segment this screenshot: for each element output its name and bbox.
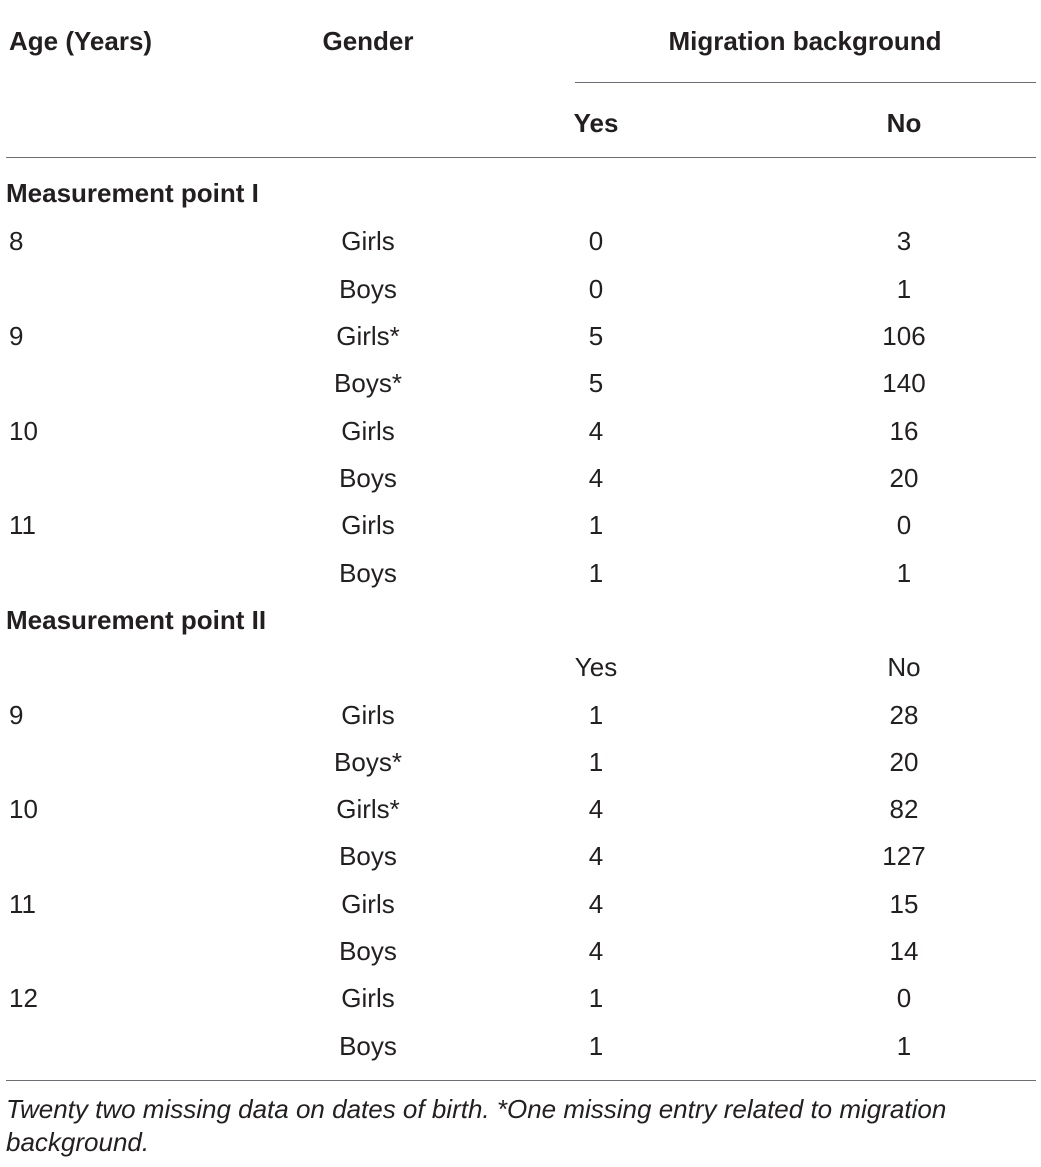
table-cell-yes: 5 [588, 368, 604, 398]
subheader-yes: Yes [574, 652, 618, 682]
table-cell-no: 1 [896, 558, 912, 588]
table-cell-gender: Boys [339, 463, 397, 493]
table-cell-gender: Boys [339, 274, 397, 304]
table-cell-no: 28 [889, 700, 919, 730]
table-cell-age: 10 [9, 794, 38, 824]
column-header-gender: Gender [322, 26, 414, 56]
header-bottom-rule [6, 157, 1036, 158]
table-cell-gender: Boys [339, 936, 397, 966]
table-cell-no: 127 [882, 841, 926, 871]
table-cell-yes: 1 [588, 700, 604, 730]
table-cell-no: 20 [889, 463, 919, 493]
table-cell-gender: Girls* [336, 321, 400, 351]
table-cell-age: 9 [9, 700, 24, 730]
column-header-no: No [886, 108, 922, 138]
table-cell-gender: Girls [341, 416, 395, 446]
table-cell-yes: 1 [588, 747, 604, 777]
table-cell-age: 8 [9, 226, 24, 256]
table-cell-yes: 4 [588, 463, 604, 493]
section-title: Measurement point II [6, 605, 267, 635]
table-cell-age: 11 [9, 510, 36, 540]
table-cell-age: 9 [9, 321, 24, 351]
table-cell-yes: 1 [588, 558, 604, 588]
table-cell-yes: 1 [588, 510, 604, 540]
table-cell-yes: 5 [588, 321, 604, 351]
header-divider-partial [575, 82, 1036, 83]
table-cell-yes: 0 [588, 226, 604, 256]
table-footnote: Twenty two missing data on dates of birth. *One missing entry related to migration background. [6, 1094, 947, 1157]
section-title: Measurement point I [6, 178, 259, 208]
table-cell-yes: 4 [588, 416, 604, 446]
table-cell-age: 11 [9, 889, 36, 919]
table-cell-yes: 4 [588, 841, 604, 871]
table-cell-gender: Girls [341, 983, 395, 1013]
table-cell-gender: Girls [341, 510, 395, 540]
table-cell-gender: Boys* [334, 368, 402, 398]
table-cell-no: 0 [896, 983, 912, 1013]
column-header-age: Age (Years) [9, 26, 153, 56]
table-cell-yes: 1 [588, 983, 604, 1013]
column-header-yes: Yes [573, 108, 619, 138]
table-bottom-rule [6, 1080, 1036, 1081]
table-cell-no: 140 [882, 368, 926, 398]
table-cell-no: 82 [889, 794, 919, 824]
table-cell-yes: 1 [588, 1031, 604, 1061]
table-cell-no: 0 [896, 510, 912, 540]
table-cell-no: 106 [882, 321, 926, 351]
table-cell-gender: Girls* [336, 794, 400, 824]
table-cell-gender: Boys [339, 1031, 397, 1061]
table-cell-yes: 0 [588, 274, 604, 304]
table-cell-gender: Girls [341, 226, 395, 256]
table-cell-no: 14 [889, 936, 919, 966]
column-header-migration: Migration background [668, 26, 942, 56]
table-cell-yes: 4 [588, 889, 604, 919]
table-cell-yes: 4 [588, 794, 604, 824]
table-cell-age: 10 [9, 416, 38, 446]
table-cell-gender: Boys [339, 558, 397, 588]
table-cell-no: 15 [889, 889, 919, 919]
table-cell-yes: 4 [588, 936, 604, 966]
table-cell-no: 3 [896, 226, 912, 256]
table-cell-no: 1 [896, 274, 912, 304]
table-cell-no: 1 [896, 1031, 912, 1061]
table-cell-no: 16 [889, 416, 919, 446]
table-cell-no: 20 [889, 747, 919, 777]
table-cell-age: 12 [9, 983, 38, 1013]
table-cell-gender: Girls [341, 889, 395, 919]
table-cell-gender: Boys* [334, 747, 402, 777]
table-cell-gender: Girls [341, 700, 395, 730]
subheader-no: No [887, 652, 921, 682]
table-cell-gender: Boys [339, 841, 397, 871]
